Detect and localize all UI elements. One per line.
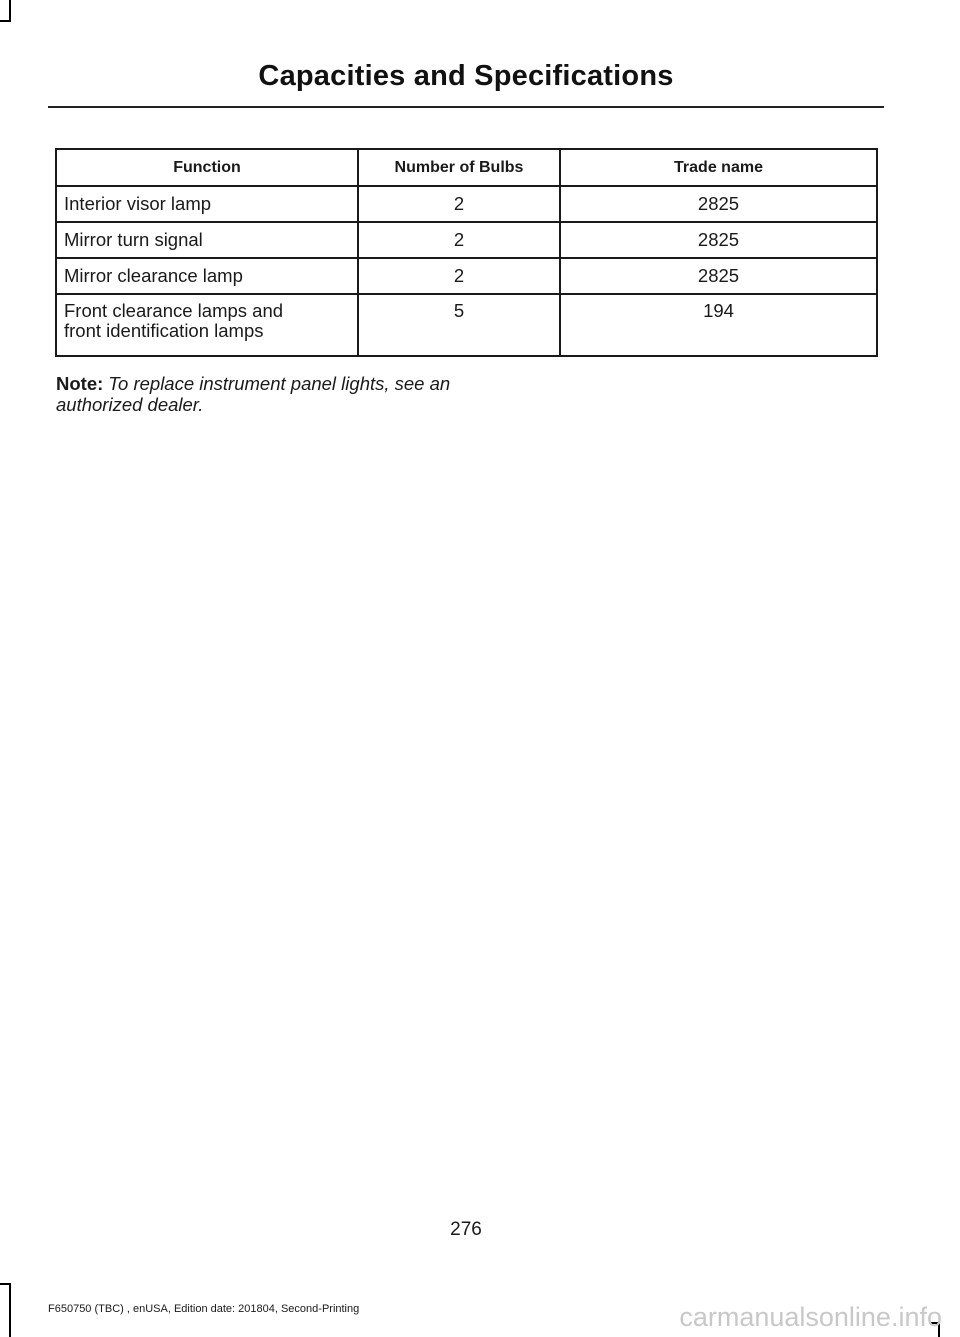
cell-trade-name: 2825 [560,222,877,258]
cell-trade-name: 194 [560,294,877,356]
crop-mark-top-left [9,0,11,21]
cell-number-of-bulbs: 2 [358,186,560,222]
note-paragraph [56,373,476,415]
column-header-function: Function [56,149,358,186]
watermark: carmanualsonline.info [679,1302,942,1332]
cell-function: Mirror clearance lamp [56,258,358,294]
cell-function: Interior visor lamp [56,186,358,222]
cell-number-of-bulbs: 5 [358,294,560,356]
page-number: 276 [450,1219,482,1240]
column-header-number-of-bulbs: Number of Bulbs [358,149,560,186]
crop-mark-bottom-left [9,1283,11,1337]
cell-function: Front clearance lamps and front identification lamps [56,294,358,356]
table-header-row [56,149,877,186]
column-header-trade-name: Trade name [560,149,877,186]
table-row [56,186,877,222]
crop-mark-top-left-horizontal [0,20,11,22]
table-row [56,222,877,258]
cell-trade-name: 2825 [560,258,877,294]
edition-footer: F650750 (TBC) , enUSA, Edition date: 201804, Second-Printing [48,1303,360,1315]
cell-number-of-bulbs: 2 [358,222,560,258]
table-row [56,294,877,356]
note-text: To replace instrument panel lights, see an authorized dealer. [56,373,451,415]
cell-trade-name: 2825 [560,186,877,222]
bulb-specification-table [55,148,878,357]
cell-function: Mirror turn signal [56,222,358,258]
page-title: Capacities and Specifications [258,60,674,92]
title-divider [48,106,884,108]
crop-mark-bottom-left-horizontal [0,1283,11,1285]
table-row [56,258,877,294]
cell-number-of-bulbs: 2 [358,258,560,294]
note-label: Note: [56,373,104,394]
